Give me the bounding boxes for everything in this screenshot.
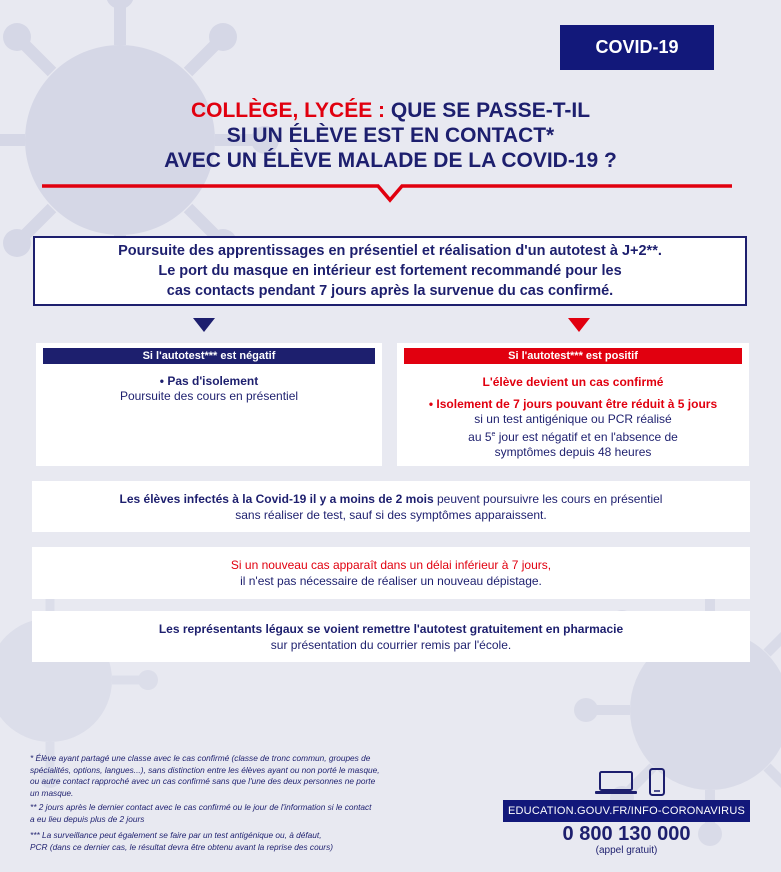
footnote-2: ** 2 jours après le dernier contact avec le cas confirmé ou le jour de l'information si le contact a eu lieu depuis plus de 2 jours bbox=[30, 802, 372, 824]
covid-19-tag: COVID-19 bbox=[560, 25, 714, 70]
footnote-1: * Élève ayant partagé une classe avec le cas confirmé (classe de tronc commun, groupes de spécialités, options, langues...), sans distinction entre les élèves ayant ou non porté le masque, ou autre contact rapproché avec un cas confirmé sans que l'une des deux personnes ne porte un masque. bbox=[30, 753, 380, 798]
smartphone-icon bbox=[648, 768, 666, 796]
main-instructions-line: cas contacts pendant 7 jours après la survenue du cas confirmé. bbox=[166, 283, 614, 299]
info-red-text: Si un nouveau cas apparaît dans un délai inférieur à 7 jours, bbox=[230, 558, 552, 572]
info-bold-text: Les élèves infectés à la Covid-19 il y a moins de 2 mois bbox=[119, 491, 434, 506]
positive-line: L'élève devient un cas confirmé bbox=[482, 375, 664, 389]
info-box-new-case bbox=[32, 547, 750, 599]
negative-item: Poursuite des cours en présentiel bbox=[119, 389, 299, 403]
info-text: sur présentation du courrier remis par l'école. bbox=[270, 637, 512, 652]
info-bold-text: Les représentants légaux se voient remettre l'autotest gratuitement en pharmacie bbox=[158, 621, 624, 636]
main-instructions-line: Poursuite des apprentissages en présentiel et réalisation d'un autotest à J+2**. bbox=[118, 243, 662, 259]
positive-result-header: Si l'autotest*** est positif bbox=[404, 348, 742, 364]
main-instructions-box bbox=[33, 236, 747, 306]
title-red-text: COLLÈGE, LYCÉE : bbox=[190, 99, 386, 122]
phone-note: (appel gratuit) bbox=[595, 845, 658, 856]
footnote-3: *** La surveillance peut également se faire par un test antigénique ou, à défaut, PCR (dans ce dernier cas, le résultat devra être obtenu avant la reprise des cours) bbox=[30, 830, 333, 852]
positive-line: symptômes depuis 48 heures bbox=[494, 445, 652, 459]
info-text: il n'est pas nécessaire de réaliser un nouveau dépistage. bbox=[240, 574, 542, 588]
negative-result-panel bbox=[36, 343, 382, 466]
main-instructions-line: Le port du masque en intérieur est fortement recommandé pour les bbox=[158, 263, 622, 279]
title-line-2: SI UN ÉLÈVE EST EN CONTACT* bbox=[226, 124, 555, 147]
website-link[interactable]: EDUCATION.GOUV.FR/INFO-CORONAVIRUS bbox=[503, 800, 750, 822]
negative-item: • Pas d'isolement bbox=[159, 374, 259, 388]
title-line-3: AVEC UN ÉLÈVE MALADE DE LA COVID-19 ? bbox=[164, 149, 617, 172]
down-arrow-icon bbox=[193, 318, 215, 332]
positive-line: au 5e jour est négatif et en l'absence de bbox=[468, 430, 678, 444]
info-box-pharmacy bbox=[32, 611, 750, 662]
title-line-1 bbox=[0, 98, 781, 123]
info-text: sans réaliser de test, sauf si des symptômes apparaissent. bbox=[235, 507, 547, 522]
info-text: peuvent poursuivre les cours en présentiel bbox=[433, 491, 663, 506]
laptop-icon bbox=[594, 770, 638, 796]
page-title bbox=[0, 98, 781, 173]
negative-result-header: Si l'autotest*** est négatif bbox=[43, 348, 375, 364]
down-arrow-icon bbox=[568, 318, 590, 332]
info-box-recent-infection bbox=[32, 481, 750, 532]
positive-line: • Isolement de 7 jours pouvant être réduit à 5 jours bbox=[428, 397, 718, 411]
title-blue-text: QUE SE PASSE-T-IL bbox=[385, 99, 591, 122]
phone-number[interactable]: 0 800 130 000 bbox=[562, 823, 691, 845]
positive-result-panel bbox=[397, 343, 749, 466]
title-divider bbox=[42, 183, 732, 205]
positive-line: si un test antigénique ou PCR réalisé bbox=[474, 412, 672, 426]
